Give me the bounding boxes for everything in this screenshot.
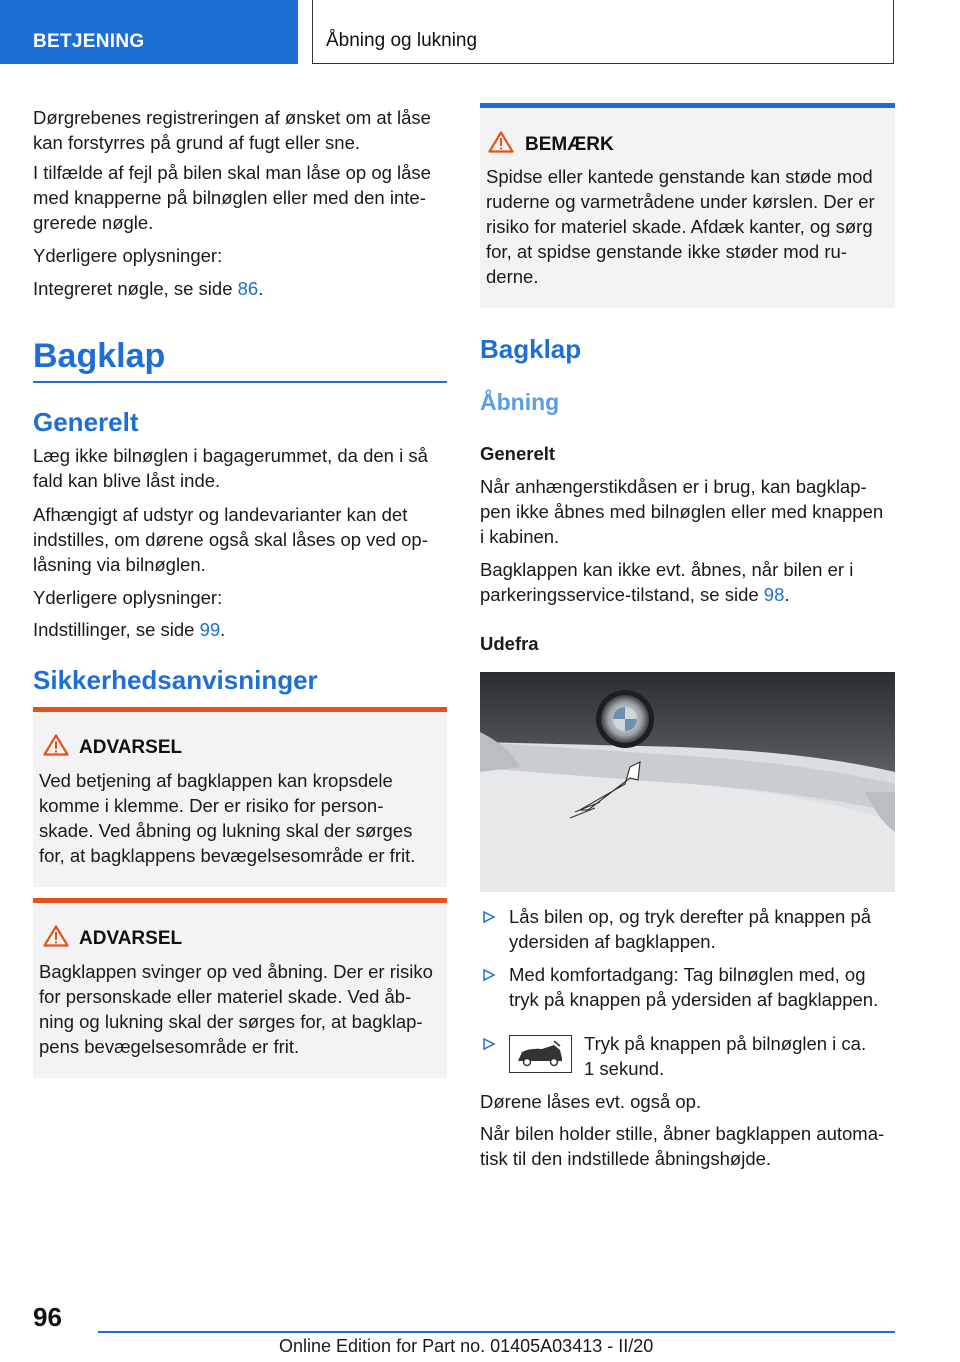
triangle-bullet-icon — [482, 968, 496, 982]
page-link-99[interactable]: 99 — [199, 619, 221, 640]
heading-udefra: Udefra — [480, 633, 539, 654]
generelt-paragraph-2: Afhængigt af udstyr og landevarianter kan det indstilles, om dørene også skal låses op ved op- låsning via bilnøglen. — [33, 504, 428, 575]
heading-aabning: Åbning — [480, 389, 560, 415]
bullet-item-2: Med komfortadgang: Tag bilnøglen med, og tryk på knappen på ydersiden af bagklappen. — [509, 964, 879, 1010]
heading-bagklap-right: Bagklap — [480, 334, 582, 364]
generelt-paragraph-1: Læg ikke bilnøglen i bagagerummet, da den i så fald kan blive låst inde. — [33, 445, 428, 491]
triangle-bullet-icon — [482, 910, 496, 924]
heading-bagklap: Bagklap — [33, 337, 166, 375]
more-info-label: Yderligere oplysninger: — [33, 245, 223, 266]
intro-paragraph: Dørgrebenes registreringen af ønsket om at låse kan forstyrres på grund af fugt eller sne. — [33, 107, 431, 153]
section-label: BETJENING — [33, 31, 145, 52]
cross-reference: Integreret nøgle, se side 86. — [33, 278, 264, 299]
chapter-tab — [312, 0, 894, 64]
bullet-item-1: Lås bilen op, og tryk derefter på knappen på ydersiden af bagklappen. — [509, 906, 872, 952]
cross-reference-2: Indstillinger, se side 99. — [33, 619, 226, 640]
page-link-98[interactable]: 98 — [763, 584, 785, 605]
footer-rule — [98, 1331, 895, 1333]
warning-triangle-icon — [43, 734, 69, 756]
note-text: Spidse eller kantede genstande kan støde mod ruderne og varmetrådene under kørslen. Der er risiko for materiel skade. Afdæk kanter, og sørg for, at spidse genstande ikke støder mod ru- derne. — [486, 166, 875, 287]
warning-triangle-icon — [43, 925, 69, 947]
warning-box-2 — [33, 898, 447, 1078]
heading-rule — [33, 381, 447, 383]
warning-bar — [33, 707, 447, 712]
triangle-bullet-icon — [482, 1037, 496, 1051]
chapter-label: Åbning og lukning — [326, 30, 478, 51]
after-paragraph-2: Når bilen holder stille, åbner bagklappen automa- tisk til den indstillede åbningshøjde. — [480, 1123, 885, 1169]
warning-bar — [33, 898, 447, 903]
heading-generelt-right: Generelt — [480, 443, 556, 464]
note-bar — [480, 103, 895, 108]
warning-box-1 — [33, 707, 447, 887]
note-title: BEMÆRK — [525, 134, 614, 155]
note-box — [480, 103, 895, 308]
warning-text: Bagklappen svinger op ved åbning. Der er risiko for personskade eller materiel skade. Ved åb- ning og lukning skal der sørges for, at bagklap- pens bevægelsesområde er frit. — [39, 961, 433, 1057]
warning-title: ADVARSEL — [79, 737, 183, 758]
heading-generelt: Generelt — [33, 407, 139, 437]
section-tab — [0, 0, 298, 64]
warning-triangle-icon — [488, 131, 514, 153]
more-info-label-2: Yderligere oplysninger: — [33, 587, 223, 608]
car-tailgate-key-icon — [509, 1035, 572, 1073]
generelt-paragraph-right-1: Når anhængerstikdåsen er i brug, kan bagklap- pen ikke åbnes med bilnøglen eller med knappen i kabinen. — [480, 476, 884, 547]
warning-title: ADVARSEL — [79, 928, 183, 949]
intro-paragraph-2: I tilfælde af fejl på bilen skal man låse op og låse med knapperne på bilnøglen eller med den inte- grerede nøgle. — [33, 162, 431, 233]
bullet-item-3: Tryk på knappen på bilnøglen i ca. 1 sekund. — [584, 1033, 867, 1079]
after-paragraph-1: Dørene låses evt. også op. — [480, 1091, 702, 1112]
tailgate-photo — [480, 672, 895, 892]
page-link-86[interactable]: 86 — [237, 278, 259, 299]
heading-sikkerhedsanvisninger: Sikkerhedsanvisninger — [33, 665, 318, 695]
footer-edition: Online Edition for Part no. 01405A03413 - II/20 — [279, 1336, 654, 1356]
warning-text: Ved betjening af bagklappen kan kropsdele komme i klemme. Der er risiko for person- skade. Ved åbning og lukning skal der sørges for, at bagklappens bevægelsesområde er frit. — [39, 770, 416, 866]
generelt-paragraph-right-2: Bagklappen kan ikke evt. åbnes, når bilen er i parkeringsservice-tilstand, se side 98. — [480, 559, 854, 605]
page-number: 96 — [33, 1302, 62, 1332]
